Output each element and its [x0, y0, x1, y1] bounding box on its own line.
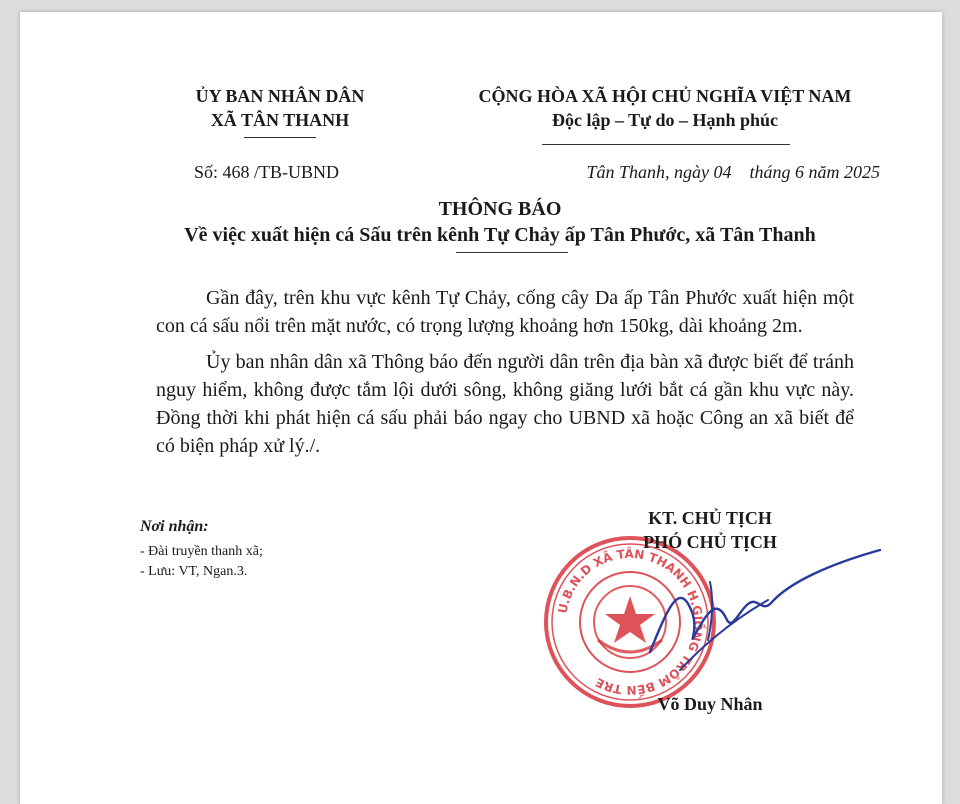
document-page: [20, 12, 942, 804]
document-number: Số: 468 /TB-UBND: [194, 162, 340, 182]
body-paragraph: Ủy ban nhân dân xã Thông báo đến người dân trên địa bàn xã được biết để tránh nguy hiểm, không được tắm lội dưới sông, không giăng lưới bắt cá gần khu vực này. Đồng thời khi phát hiện cá sấu phải báo ngay cho UBND xã hoặc Công an xã biết để có biện pháp xử lý./.: [156, 351, 854, 457]
recipients-title: Nơi nhận:: [140, 518, 209, 535]
title-underline: [456, 252, 568, 253]
national-title: CỘNG HÒA XÃ HỘI CHỦ NGHĨA VIỆT NAM: [478, 86, 852, 106]
recipient-item: - Lưu: VT, Ngan.3.: [140, 564, 248, 579]
motto-underline: [542, 144, 790, 145]
recipient-item: - Đài truyền thanh xã;: [140, 544, 263, 559]
agency-underline: [244, 137, 316, 138]
handwritten-signature: [640, 542, 890, 682]
signer-name: Võ Duy Nhân: [657, 694, 763, 714]
document-body: [156, 284, 854, 468]
document-title: THÔNG BÁO: [438, 198, 562, 220]
seal-ring-text: U.B.N.D XÃ TÂN THANH H.GIỒNG TRÔM BẾN TRE: [555, 546, 706, 698]
agency-name-line2: XÃ TÂN THANH: [210, 110, 350, 130]
signer-role-line1: KT. CHỦ TỊCH: [648, 508, 772, 528]
document-subtitle: Về việc xuất hiện cá Sấu trên kênh Tự Chảy ấp Tân Phước, xã Tân Thanh: [184, 224, 816, 246]
place-and-date: Tân Thanh, ngày 04 tháng 6 năm 2025: [586, 162, 880, 182]
body-paragraph: Gần đây, trên khu vực kênh Tự Chảy, cống cây Da ấp Tân Phước xuất hiện một con cá sấu nổi trên mặt nước, có trọng lượng khoảng hơn 150kg, dài khoảng 2m.: [156, 287, 854, 337]
agency-name-line1: ỦY BAN NHÂN DÂN: [195, 86, 365, 106]
national-motto: Độc lập – Tự do – Hạnh phúc: [551, 110, 779, 130]
signer-role-line2: PHÓ CHỦ TỊCH: [643, 532, 777, 552]
